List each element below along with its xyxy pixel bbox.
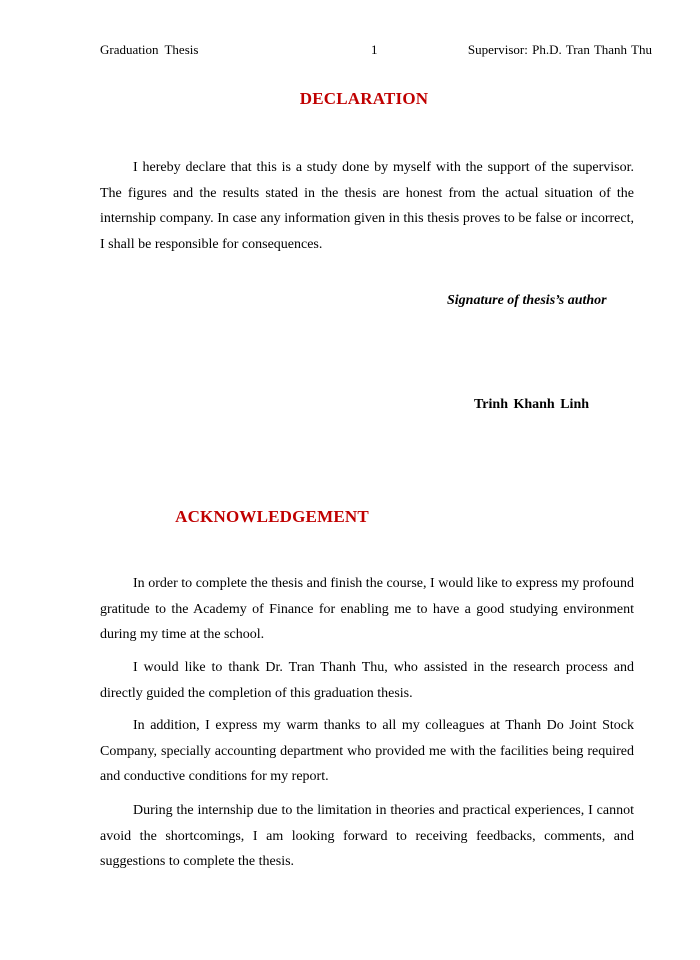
signature-label: Signature of thesis’s author xyxy=(447,293,607,308)
acknowledgement-paragraph-2: I would like to thank Dr. Tran Thanh Thu, who assisted in the research process and directly guided the completion of this graduation thesis. xyxy=(100,660,634,701)
header-supervisor: Supervisor: Ph.D. Tran Thanh Thu xyxy=(467,42,652,57)
author-name: Trinh Khanh Linh xyxy=(474,397,590,412)
declaration-heading: DECLARATION xyxy=(299,89,429,108)
declaration-paragraph: I hereby declare that this is a study done by myself with the support of the supervisor. The figures and the results stated in the thesis are honest from the actual situation of the internship company. In case any information given in this thesis proves to be false or incorrect, I shall be responsible for consequences. xyxy=(100,160,634,252)
acknowledgement-paragraph-1: In order to complete the thesis and finish the course, I would like to express my profound gratitude to the Academy of Finance for enabling me to have a good studying environment during my time at the school. xyxy=(100,576,634,642)
header-thesis-label: Graduation Thesis xyxy=(100,42,199,57)
acknowledgement-heading: ACKNOWLEDGEMENT xyxy=(175,507,369,526)
page-number: 1 xyxy=(371,42,378,57)
acknowledgement-paragraph-4: During the internship due to the limitation in theories and practical experiences, I cannot avoid the shortcomings, I am looking forward to receiving feedbacks, comments, and suggestions to complete the thesis. xyxy=(100,803,634,869)
acknowledgement-paragraph-3: In addition, I express my warm thanks to all my colleagues at Thanh Do Joint Stock Company, specially accounting department who provided me with the facilities being required and conductive conditions for my report. xyxy=(100,718,634,784)
